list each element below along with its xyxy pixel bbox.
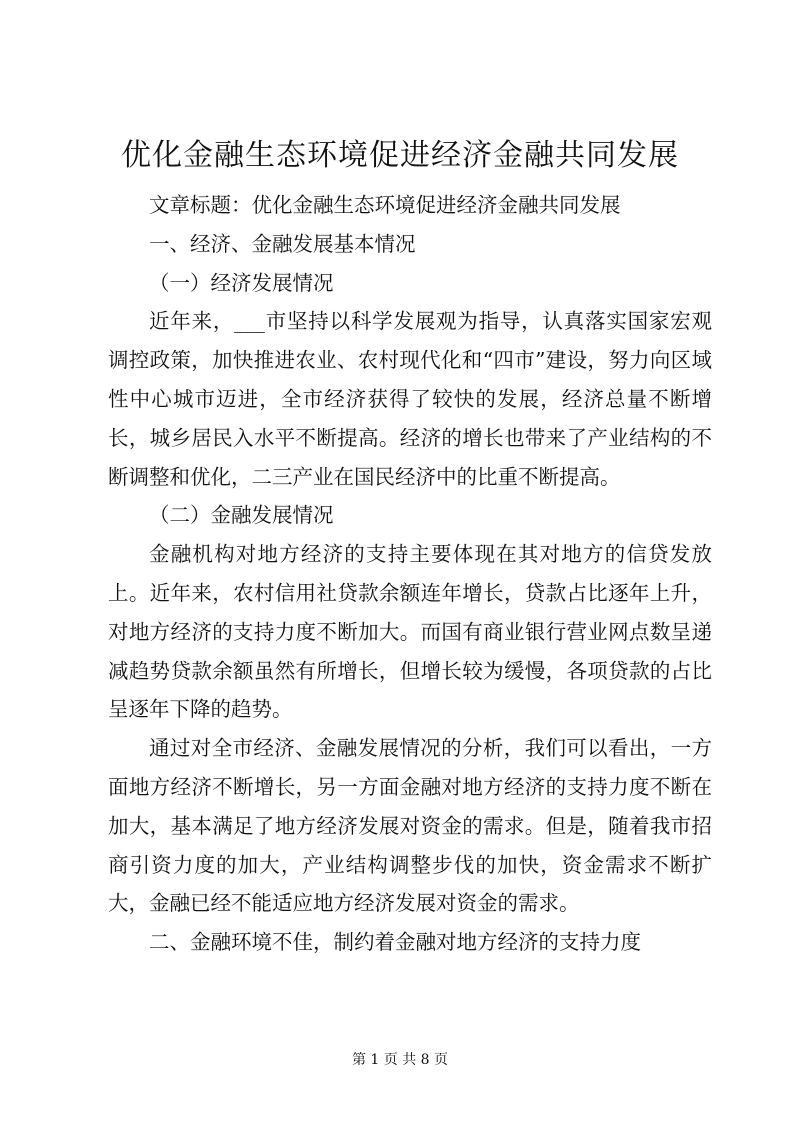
paragraph-analysis: 通过对全市经济、金融发展情况的分析，我们可以看出，一方面地方经济不断增长，另一方面金融对地方经济的支持力度不断在加大，基本满足了地方经济发展对资金的需求。但是，随着我市招商引资力度的加大，产业结构调整步伐的加快，资金需求不断扩大，金融已经不能适应地方经济发展对资金的需求。 <box>108 736 712 916</box>
paragraph-finance: 金融机构对地方经济的支持主要体现在其对地方的信贷发放上。近年来，农村信用社贷款余额连年增长，贷款占比逐年上升，对地方经济的支持力度不断加大。而国有商业银行营业网点数呈递减趋势贷款余额虽然有所增长，但增长较为缓慢，各项贷款的占比呈逐年下降的趋势。 <box>108 542 712 722</box>
section-heading-2: 二、金融环境不佳，制约着金融对地方经济的支持力度 <box>149 930 641 955</box>
section-heading-1: 一、经济、金融发展基本情况 <box>149 231 416 256</box>
subsection-heading-finance: （二）金融发展情况 <box>149 503 334 528</box>
subsection-heading-economy: （一）经济发展情况 <box>149 270 334 295</box>
article-title-line: 文章标题：优化金融生态环境促进经济金融共同发展 <box>149 193 621 217</box>
paragraph-economy: 近年来，___市坚持以科学发展观为指导，认真落实国家宏观调控政策，加快推进农业、农村现代化和“四市”建设，努力向区域性中心城市迈进，全市经济获得了较快的发展，经济总量不断增长，城乡居民入水平不断提高。经济的增长也带来了产业结构的不断调整和优化，二三产业在国民经济中的比重不断提高。 <box>108 309 712 489</box>
page-number-footer: 第 1 页 共 8 页 <box>351 1052 449 1068</box>
page-title: 优化金融生态环境促进经济金融共同发展 <box>121 138 679 173</box>
article-body <box>108 186 712 962</box>
